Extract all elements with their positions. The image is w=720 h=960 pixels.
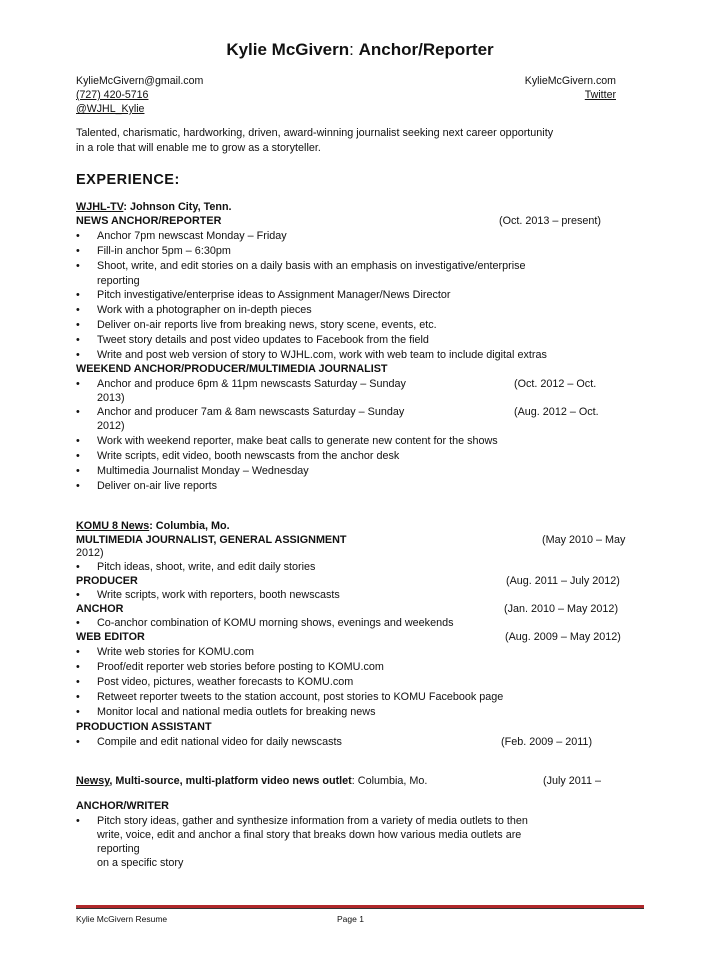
job-title: ANCHOR/WRITER [76, 800, 169, 812]
employer-location: : Columbia, Mo. [351, 775, 428, 787]
section-title-experience: EXPERIENCE: [76, 172, 180, 188]
list-item: • Anchor and produce 6pm & 11pm newscasts Saturday – Sunday [97, 377, 406, 392]
list-item: • Anchor 7pm newscast Monday – Friday [97, 229, 287, 244]
contact-website[interactable]: KylieMcGivern.com [524, 75, 616, 87]
list-item-continuation: 2013) [97, 392, 125, 404]
list-item: • Co-anchor combination of KOMU morning shows, evenings and weekends [97, 616, 453, 631]
job-title: WEB EDITOR [76, 631, 145, 643]
summary-line-1: Talented, charismatic, hardworking, driven, award-winning journalist seeking next career opportunity [76, 127, 554, 139]
employer-name[interactable]: WJHL-TV [76, 201, 124, 213]
list-item: • Shoot, write, and edit stories on a daily basis with an emphasis on investigative/enterprise [97, 259, 526, 274]
job-dates: (Aug. 2009 – May 2012) [505, 631, 621, 643]
list-item-continuation: write, voice, edit and anchor a final story that breaks down how various media outlets are [97, 829, 522, 841]
job-dates: (Oct. 2012 – Oct. [514, 378, 597, 390]
list-item-continuation: on a specific story [97, 857, 184, 869]
employer-heading-newsy [76, 774, 427, 789]
footer-divider [76, 905, 644, 909]
list-item: • Work with weekend reporter, make beat calls to generate new content for the shows [97, 434, 498, 449]
list-item: • Work with a photographer on in-depth pieces [97, 303, 312, 318]
contact-email[interactable]: KylieMcGivern@gmail.com [76, 75, 204, 87]
resume-role: Anchor/Reporter [358, 40, 494, 59]
job-title: NEWS ANCHOR/REPORTER [76, 215, 222, 227]
list-item: • Write scripts, edit video, booth newscasts from the anchor desk [97, 449, 399, 464]
list-item: • Write scripts, work with reporters, booth newscasts [97, 588, 340, 603]
list-item: • Retweet reporter tweets to the station account, post stories to KOMU Facebook page [97, 690, 503, 705]
job-title: ANCHOR [76, 603, 124, 615]
footer-left: Kylie McGivern Resume [76, 914, 168, 924]
employer-location: : Columbia, Mo. [149, 520, 230, 532]
contact-twitter[interactable]: Twitter [584, 89, 616, 101]
list-item-continuation: 2012) [97, 420, 125, 432]
contact-handle[interactable]: @WJHL_Kylie [76, 103, 145, 115]
employer-name[interactable]: Newsy [76, 775, 110, 787]
job-dates: (Aug. 2011 – July 2012) [506, 575, 620, 587]
job-dates: (May 2010 – May [542, 534, 626, 546]
employer-heading-wjhl [76, 200, 232, 215]
employer-name[interactable]: KOMU 8 News [76, 520, 150, 532]
page-title [0, 40, 720, 60]
job-title: PRODUCTION ASSISTANT [76, 721, 212, 733]
employer-description: , Multi-source, multi-platform video news outlet [109, 775, 352, 787]
list-item: • Compile and edit national video for daily newscasts [97, 735, 342, 750]
list-item: • Tweet story details and post video updates to Facebook from the field [97, 333, 429, 348]
list-item: • Anchor and producer 7am & 8am newscasts Saturday – Sunday [97, 405, 404, 420]
job-dates: (Jan. 2010 – May 2012) [504, 603, 619, 615]
list-item: • Deliver on-air reports live from breaking news, story scene, events, etc. [97, 318, 437, 333]
list-item: • Pitch story ideas, gather and synthesize information from a variety of media outlets to then [97, 814, 528, 829]
footer-page-number: Page 1 [337, 914, 364, 924]
summary-line-2: in a role that will enable me to grow as a storyteller. [76, 142, 321, 154]
job-dates: (Feb. 2009 – 2011) [501, 736, 593, 748]
resume-name: Kylie McGivern [226, 40, 350, 59]
job-dates: (Oct. 2013 – present) [499, 215, 602, 227]
list-item: • Post video, pictures, weather forecasts to KOMU.com [97, 675, 353, 690]
list-item: • Multimedia Journalist Monday – Wednesday [97, 464, 309, 479]
job-title: PRODUCER [76, 575, 138, 587]
list-item: • Proof/edit reporter web stories before posting to KOMU.com [97, 660, 384, 675]
list-item: • Write web stories for KOMU.com [97, 645, 254, 660]
list-item: • Fill-in anchor 5pm – 6:30pm [97, 244, 231, 259]
job-dates-continuation: 2012) [76, 547, 104, 559]
list-item: • Deliver on-air live reports [97, 479, 217, 494]
list-item: • Write and post web version of story to WJHL.com, work with web team to include digital extras [97, 348, 547, 363]
list-item: • Pitch ideas, shoot, write, and edit daily stories [97, 560, 315, 575]
employer-heading-komu [76, 519, 230, 534]
list-item-continuation: reporting [97, 275, 140, 287]
title-separator: : [349, 40, 359, 59]
contact-phone[interactable]: (727) 420-5716 [76, 89, 149, 101]
job-title: WEEKEND ANCHOR/PRODUCER/MULTIMEDIA JOURNALIST [76, 363, 388, 375]
list-item-continuation: reporting [97, 843, 140, 855]
list-item: • Monitor local and national media outlets for breaking news [97, 705, 375, 720]
job-dates: (July 2011 – [543, 775, 602, 787]
job-dates: (Aug. 2012 – Oct. [514, 406, 599, 418]
job-title: MULTIMEDIA JOURNALIST, GENERAL ASSIGNMENT [76, 534, 347, 546]
list-item: • Pitch investigative/enterprise ideas to Assignment Manager/News Director [97, 288, 450, 303]
employer-location: : Johnson City, Tenn. [123, 201, 232, 213]
